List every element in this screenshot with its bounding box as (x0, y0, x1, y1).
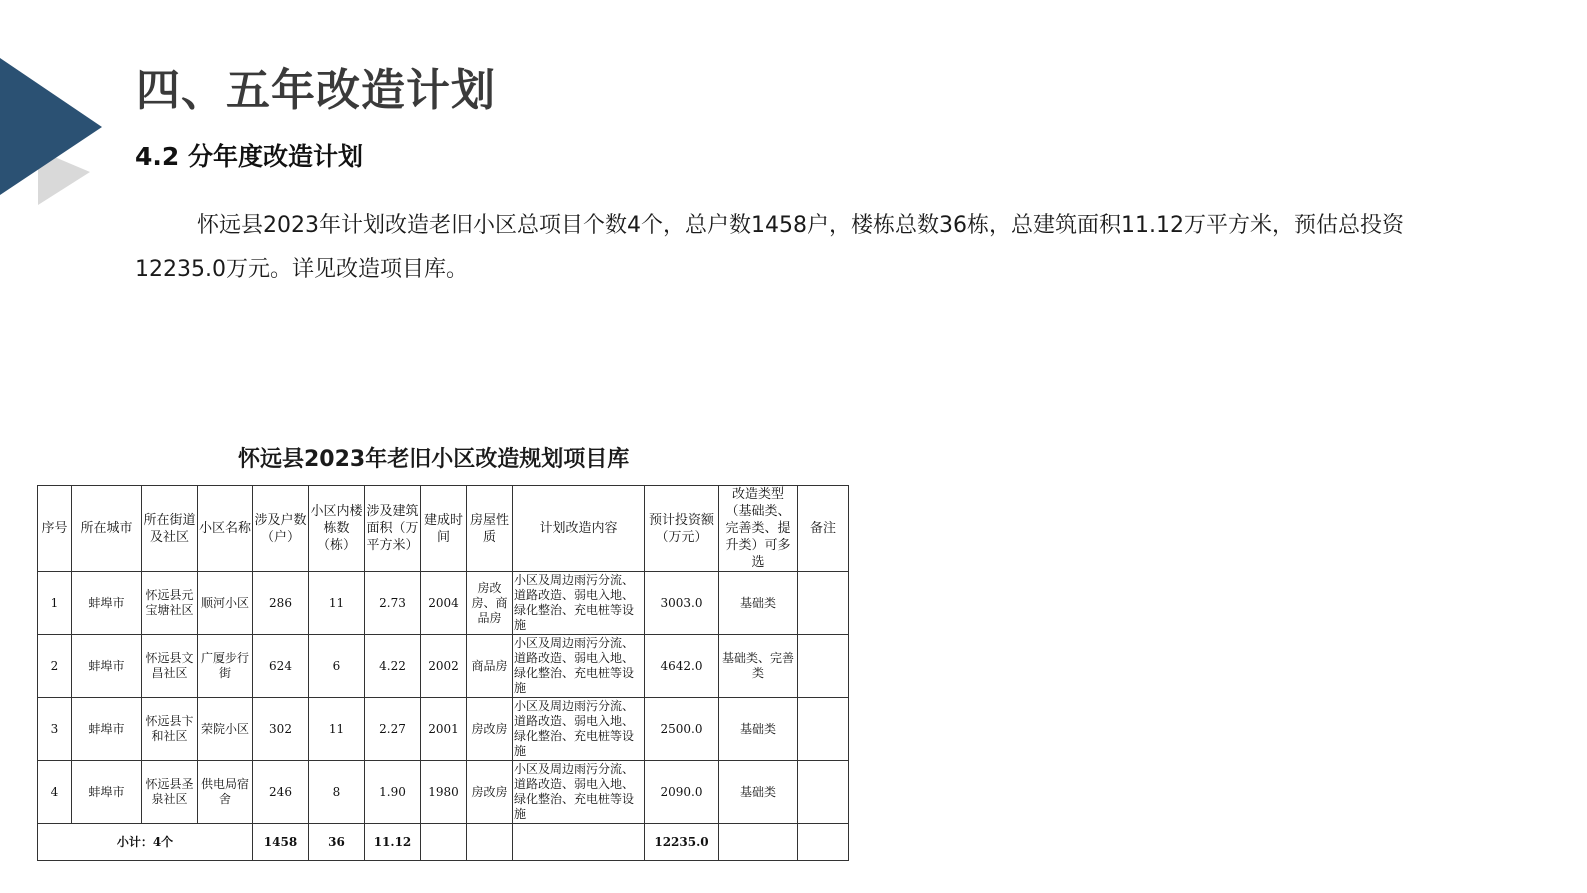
subtotal-label: 小计：4个 (38, 824, 253, 861)
cell-name: 供电局宿舍 (198, 761, 253, 824)
table-row (38, 572, 849, 635)
subtotal-empty-cell (421, 824, 467, 861)
cell-content: 小区及周边雨污分流、道路改造、弱电入地、绿化整治、充电桩等设施 (513, 635, 645, 698)
cell-name: 顺河小区 (198, 572, 253, 635)
cell-city: 蚌埠市 (72, 698, 142, 761)
cell-remark (798, 635, 849, 698)
cell-content: 小区及周边雨污分流、道路改造、弱电入地、绿化整治、充电桩等设施 (513, 761, 645, 824)
project-table (37, 485, 849, 861)
cell-no: 1 (38, 572, 72, 635)
cell-area: 2.73 (365, 572, 421, 635)
cell-year: 2004 (421, 572, 467, 635)
cell-households: 624 (253, 635, 309, 698)
cell-nature: 房改房 (467, 698, 513, 761)
cell-year: 2001 (421, 698, 467, 761)
cell-content: 小区及周边雨污分流、道路改造、弱电入地、绿化整治、充电桩等设施 (513, 698, 645, 761)
header-cell: 房屋性质 (467, 486, 513, 572)
cell-year: 1980 (421, 761, 467, 824)
cell-households: 286 (253, 572, 309, 635)
cell-type: 基础类、完善类 (719, 635, 798, 698)
cell-buildings: 11 (309, 572, 365, 635)
header-cell: 预计投资额（万元） (645, 486, 719, 572)
slide-title: 四、五年改造计划 (136, 65, 496, 116)
cell-investment: 2500.0 (645, 698, 719, 761)
table-title: 怀远县2023年老旧小区改造规划项目库 (238, 447, 630, 472)
cell-households: 246 (253, 761, 309, 824)
header-cell: 小区名称 (198, 486, 253, 572)
header-cell: 改造类型（基础类、完善类、提升类）可多选 (719, 486, 798, 572)
cell-remark (798, 572, 849, 635)
subtotal-empty-cell (719, 824, 798, 861)
cell-buildings: 8 (309, 761, 365, 824)
cell-remark (798, 698, 849, 761)
header-cell: 所在城市 (72, 486, 142, 572)
cell-area: 2.27 (365, 698, 421, 761)
cell-investment: 2090.0 (645, 761, 719, 824)
subtotal-buildings: 36 (309, 824, 365, 861)
cell-community: 怀远县元宝塘社区 (142, 572, 198, 635)
subtotal-households: 1458 (253, 824, 309, 861)
summary-paragraph: 怀远县2023年计划改造老旧小区总项目个数4个，总户数1458户，楼栋总数36栋，总建筑面积11.12万平方米，预估总投资12235.0万元。详见改造项目库。 (135, 213, 1404, 282)
cell-no: 4 (38, 761, 72, 824)
cell-area: 1.90 (365, 761, 421, 824)
cell-content: 小区及周边雨污分流、道路改造、弱电入地、绿化整治、充电桩等设施 (513, 572, 645, 635)
section-subtitle: 4.2 分年度改造计划 (135, 142, 363, 171)
table-row (38, 635, 849, 698)
table-row (38, 761, 849, 824)
cell-community: 怀远县文昌社区 (142, 635, 198, 698)
cell-no: 2 (38, 635, 72, 698)
subtotal-empty-cell (798, 824, 849, 861)
header-cell: 建成时间 (421, 486, 467, 572)
header-cell: 序号 (38, 486, 72, 572)
cell-city: 蚌埠市 (72, 761, 142, 824)
cell-buildings: 11 (309, 698, 365, 761)
cell-nature: 商品房 (467, 635, 513, 698)
header-cell: 涉及户数（户） (253, 486, 309, 572)
subtotal-empty-cell (513, 824, 645, 861)
table-header-row (38, 486, 849, 572)
cell-buildings: 6 (309, 635, 365, 698)
header-cell: 备注 (798, 486, 849, 572)
cell-city: 蚌埠市 (72, 635, 142, 698)
cell-area: 4.22 (365, 635, 421, 698)
subtotal-area: 11.12 (365, 824, 421, 861)
table-row (38, 698, 849, 761)
cell-name: 荣院小区 (198, 698, 253, 761)
cell-nature: 房改房 (467, 761, 513, 824)
cell-community: 怀远县卞和社区 (142, 698, 198, 761)
header-cell: 所在街道及社区 (142, 486, 198, 572)
corner-triangle-decoration (0, 0, 110, 215)
subtotal-empty-cell (467, 824, 513, 861)
cell-community: 怀远县圣泉社区 (142, 761, 198, 824)
cell-households: 302 (253, 698, 309, 761)
cell-no: 3 (38, 698, 72, 761)
cell-year: 2002 (421, 635, 467, 698)
cell-type: 基础类 (719, 572, 798, 635)
header-cell: 涉及建筑面积（万平方米） (365, 486, 421, 572)
cell-nature: 房改房、商品房 (467, 572, 513, 635)
header-cell: 计划改造内容 (513, 486, 645, 572)
cell-city: 蚌埠市 (72, 572, 142, 635)
cell-investment: 4642.0 (645, 635, 719, 698)
cell-type: 基础类 (719, 698, 798, 761)
subtotal-investment: 12235.0 (645, 824, 719, 861)
header-cell: 小区内楼栋数（栋） (309, 486, 365, 572)
cell-type: 基础类 (719, 761, 798, 824)
cell-name: 广厦步行街 (198, 635, 253, 698)
cell-remark (798, 761, 849, 824)
cell-investment: 3003.0 (645, 572, 719, 635)
subtotal-row (38, 824, 849, 861)
